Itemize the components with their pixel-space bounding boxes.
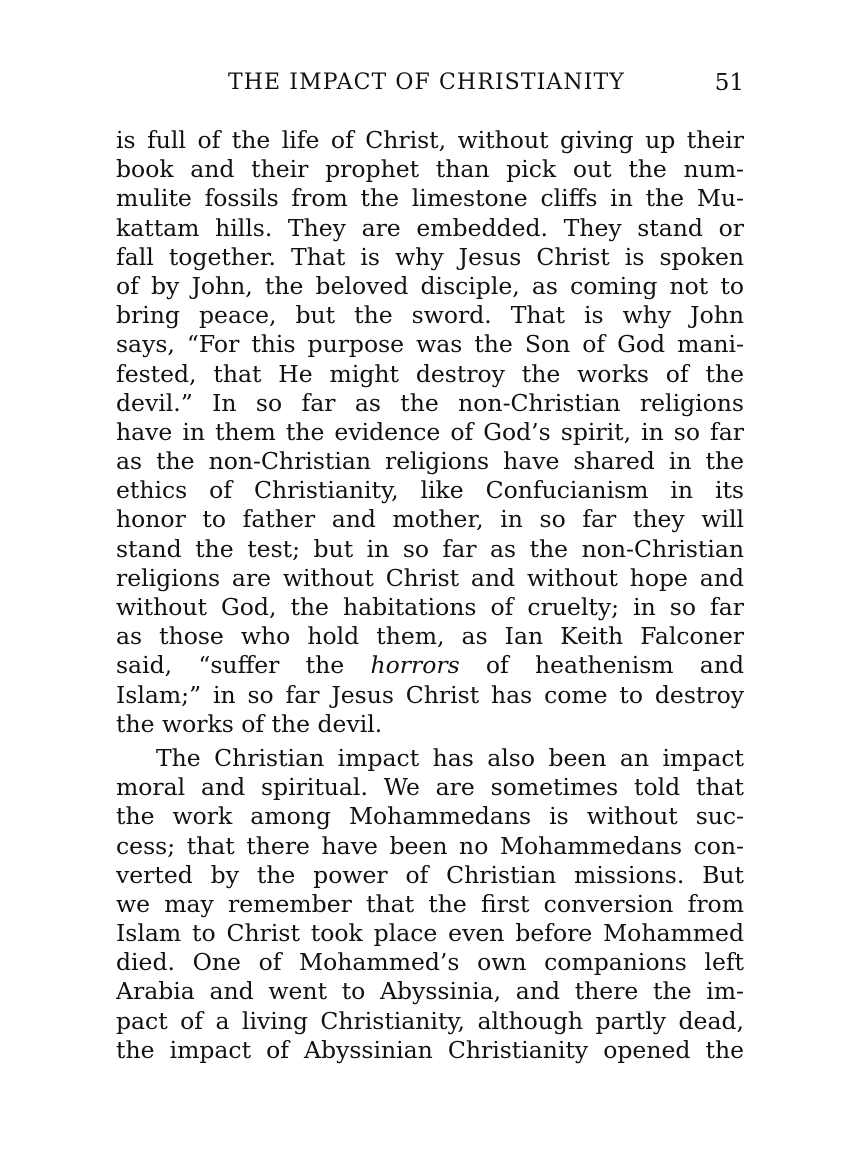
text-line: Arabia and went to Abyssinia, and there the im- <box>116 977 744 1006</box>
text-line: honor to father and mother, in so far they will <box>116 505 744 534</box>
paragraph-1 <box>116 126 744 739</box>
text-line: says, “For this purpose was the Son of God mani- <box>116 330 744 359</box>
text-line: without God, the habitations of cruelty; in so far <box>116 593 744 621</box>
text-line: moral and spiritual. We are sometimes told that <box>116 773 744 802</box>
text-line: Islam;” in so far Jesus Christ has come to destroy <box>116 680 744 709</box>
italic-emphasis: horrors <box>370 651 460 680</box>
text-line: pact of a living Christianity, although partly dead, <box>116 1006 744 1035</box>
text-line: bring peace, but the sword. That is why John <box>116 301 744 330</box>
text-line: ethics of Christianity, like Confucianism in its <box>116 476 744 505</box>
text-line: the impact of Abyssinian Christianity opened the <box>116 1035 744 1064</box>
text-line-with-emphasis <box>116 651 744 680</box>
text-line: mulite fossils from the limestone cliffs in the Mu- <box>116 184 744 213</box>
text-line: religions are without Christ and without hope and <box>116 563 744 592</box>
text-line: kattam hills. They are embedded. They stand or <box>116 213 744 242</box>
body-text <box>116 126 744 1065</box>
text-line: The Christian impact has also been an impact <box>156 743 744 772</box>
text-line: devil.” In so far as the non-Christian religions <box>116 388 744 417</box>
text-line: as the non-Christian religions have shared in the <box>116 447 744 476</box>
text-line: fall together. That is why Jesus Christ is spoken <box>116 242 744 271</box>
running-head-title: THE IMPACT OF CHRISTIANITY <box>228 70 625 95</box>
text-line: Islam to Christ took place even before Mohammed <box>116 919 744 948</box>
text-line: of by John, the beloved disciple, as coming not to <box>116 271 744 300</box>
text-line: fested, that He might destroy the works of the <box>116 359 744 388</box>
text-line: book and their prophet than pick out the num- <box>116 155 744 184</box>
paragraph-2 <box>116 744 744 1065</box>
text-line: cess; that there have been no Mohammedans con- <box>116 831 744 860</box>
text-line: stand the test; but in so far as the non-Christian <box>116 534 744 563</box>
text-line: we may remember that the first conversion from <box>116 889 744 918</box>
text-segment: of heathenism and <box>459 651 744 680</box>
text-line: verted by the power of Christian missions. But <box>116 860 744 889</box>
text-segment: said, “suffer the <box>116 651 371 680</box>
running-head <box>116 66 744 100</box>
text-line: the work among Mohammedans is without suc- <box>116 802 744 831</box>
text-line: died. One of Mohammed’s own companions left <box>116 948 744 977</box>
text-line: as those who hold them, as Ian Keith Falconer <box>116 622 744 651</box>
text-line: have in them the evidence of God’s spirit, in so far <box>116 417 744 446</box>
text-line: the works of the devil. <box>116 709 383 738</box>
page-number: 51 <box>714 70 744 96</box>
text-line: is full of the life of Christ, without giving up their <box>116 126 744 154</box>
